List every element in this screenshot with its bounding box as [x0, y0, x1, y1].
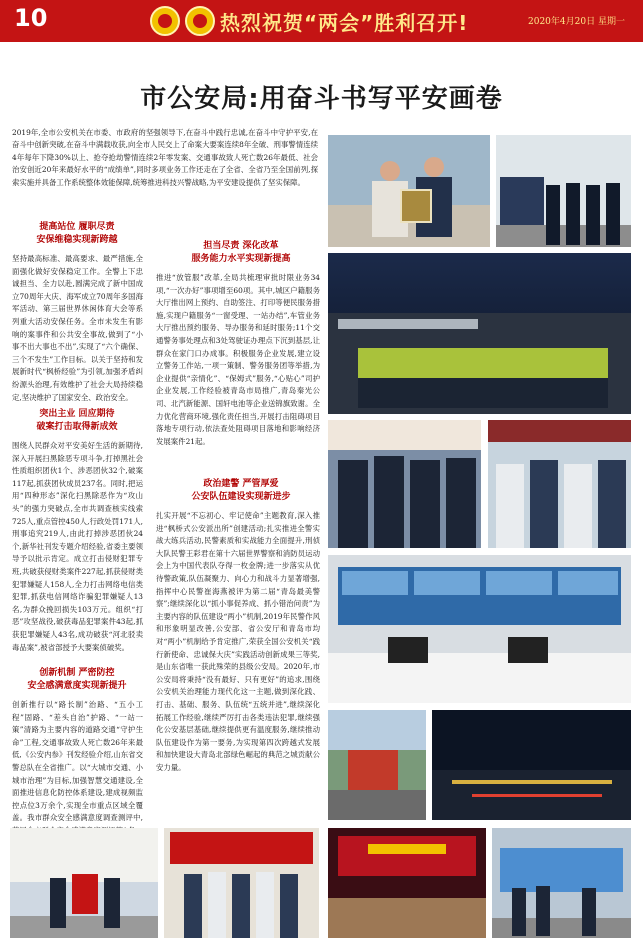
highway-night-photo — [432, 710, 631, 820]
command-center-photo — [328, 555, 631, 703]
section-1-body: 坚持最高标准、最高要求、最严措施,全面强化做好安保稳定工作。全警上下忠诚担当、全力以赴,圆满完成了新中国成立70周年大庆、海军成立70周年多国海军活动、第三届世界休闲体育大会等系列重大活动安保任务。全市未发生有影响的案事件和公共安全事故,做到了“小事不出大事也不出”,实现了“六个确保、三个不发生”工作目标。以关于坚持和发展新时代“枫桥经验”为引领,加强矛盾纠纷源头治理,有效维护了社会大局持续稳定,坚决维护了国家安全、政治安全。 — [12, 254, 143, 402]
section-5-heading — [176, 478, 306, 504]
article-title: 市公安局:用奋斗书写平安画卷 — [140, 84, 503, 114]
team-briefing-photo — [328, 420, 481, 548]
section-5-body: 扎实开展“不忘初心、牢记使命”主题教育,深入推进“枫桥式公安派出所”创建活动;扎实推进全警实战大练兵活动,民警素质和实战能力全面提升,刑侦大队民警王彩君在第十六届世界警察和消防员运动会上为中国代表队夺得一枚金牌;进一步落实从优待警政策,队伍凝聚力、向心力和战斗力显著增强,指挥中心民警崔海燕被评为第二届“青岛最美警察”;继续深化以“抓小事促养成、抓小错治问责”为主要内容的队伍建设“两小”机制,2019年民警作风和形象明显改善,公安部、省公安厅和青岛市均对“两小”机制给予肯定推广,荣获全国公安机关“践行新使命、忠诚保大庆”实践活动创新成果三等奖,是山东省唯一获此殊荣的县级公安局。2020年,市公安局将秉持“没有最好、只有更好”的追求,围绕公安机关治理能力现代化这一主题,做到深化践、打击、基础、服务、队伍统“五统并进”,继续深化拓展工作经验,继续严厉打击各类违法犯罪,继续强化公安基层基础,继续提供更有温度服务,继续推动队伍建设作为第一要务,为实现第四次跨越式发展和加快建设大青岛北部绿色崛起的典范之城贡献公安力量。 — [156, 511, 320, 772]
section-2-heading-line-2: 破案打击取得新成效 — [36, 422, 118, 432]
page-header-band — [0, 0, 643, 42]
office-ceremony-photo — [488, 420, 631, 548]
section-2-heading-line-1: 突出主业 回应期待 — [39, 409, 115, 419]
section-1-heading-line-2: 安保维稳实现新跨越 — [36, 235, 118, 245]
section-4-heading — [176, 240, 306, 266]
banner-group-photo — [164, 828, 319, 938]
section-4-heading-line-1: 担当尽责 深化改革 — [203, 241, 279, 251]
national-emblem-icon — [150, 6, 180, 36]
section-3-heading-line-1: 创新机制 严密防控 — [39, 668, 115, 678]
patrol-team-photo — [496, 135, 631, 247]
party-emblem-icon — [185, 6, 215, 36]
section-1-heading-line-1: 提高站位 履职尽责 — [39, 222, 115, 232]
building-ceremony-photo — [10, 828, 158, 938]
section-5-heading-line-2: 公安队伍建设实现新进步 — [191, 492, 291, 502]
issue-date: 2020年4月20日 星期一 — [528, 17, 625, 27]
section-2-heading — [12, 408, 142, 434]
header-slogan: 热烈祝贺“两会”胜利召开! — [220, 11, 469, 35]
section-5-heading-line-1: 政治建警 严管厚爱 — [203, 479, 279, 489]
section-3-heading — [12, 667, 142, 693]
section-1-heading — [12, 221, 142, 247]
section-4-body: 推进“放管服”改革,全局共梳理审批时限业务34项,“一次办好”事项增至60项。其中,城区户籍服务大厅推出网上预约、自助签注、打印等便民服务措施,实现户籍服务“一窗受理、一站办结”,车管业务大厅推出预约服务、导办服务和延时服务;11个交通警务事处理点和3处驾驶证办理点下沉到基层,让群众在家门口办成事。积极服务企业发展,建立设立警务工作站,一项一策制、警务服务团等举措,为企业提供“亲情化”、“保姆式”服务,“心贴心”司护企业发展,工作经验被青岛市局推广,青岛秦光公司、北汽新能源、国轩电池等企业送锦旗致谢。全力优化营商环境,强化责任担当,开展打击阻碍项目落地专项行动,依法查处阻碍项目落地和影响经济发展案件21起。 — [156, 273, 320, 446]
award-presentation-photo — [328, 135, 490, 247]
street-display-photo — [328, 710, 426, 820]
article-lead: 2019年,全市公安机关在市委、市政府的坚强领导下,在奋斗中践行忠诚,在奋斗中守护平安,在奋斗中创新突破,在奋斗中满载收获,向全市人民交上了命案大要案连续8年全破、刑事警情连续4年每年下降30%以上、抢夺抢劫警情连续2年零发案、交通事故致人死亡数26年最低、社会治安创近20年来最好水平的“成绩单”,同时多项业务工作还走在了全省、全省乃至全国前列,探索实施并具备工作系统整体效能保障,统筹推进科技兴警战略,为平安建设提供了坚实保障。 — [12, 128, 318, 187]
section-4-heading-line-2: 服务能力水平实现新提高 — [191, 254, 291, 264]
section-2-body: 围绕人民群众对平安美好生活的新期待,深入开展扫黑除恶专项斗争,打掉黑社会性质组织团伙1个、涉恶团伙32个,破案117起,抓获团伙成员237名。同时,把运用“四种形态”深化扫黑除恶作为“攻山头”的强力突破点,全市共调查核实线索725人,重点管控450人,行政处罚171人,刑事追究219人,由此打掉涉恶团伙24个,新华社刊发专题介绍经验,省委主要领导予以批示肯定。成立打击侵财犯罪专班,共破获侵财类案件227起,抓获侵财类犯罪嫌疑人158人,全力打击网络电信类犯罪,抓获电信网络诈骗犯罪嫌疑人13名,为群众挽回损失103万元。组织“打恶”攻坚战役,破获毒品犯罪案件43起,抓获犯罪嫌疑人43名,成功破获“河北驳卖毒品案”,被省部授予大要案侦破奖。 — [12, 441, 143, 652]
section-3-body: 创新推行以“路长制”治路、“五小工程”固路、“差头自治”护路、“一站一策”清路为主要内容的道路交通“守护生命”工程,交通事故致人死亡数26年来最低,《公安内参》刊发经验介绍,山东省交警总队在全省推广。以“大城市交通、小城市治理”为目标,加强智慧交通建设,全面推进信息化防控体系建设,建成视频监控点位3万余个,实现全市重点区域全覆盖。我市群众安全感满意度调查测评中, — [12, 700, 143, 823]
truck-seizure-photo — [492, 828, 631, 938]
stage-event-photo — [328, 828, 486, 938]
section-3-heading-line-2: 安全感满意度实现新提升 — [27, 681, 127, 691]
night-patrol-cars-photo — [328, 253, 631, 414]
page-number: 10 — [14, 4, 48, 32]
